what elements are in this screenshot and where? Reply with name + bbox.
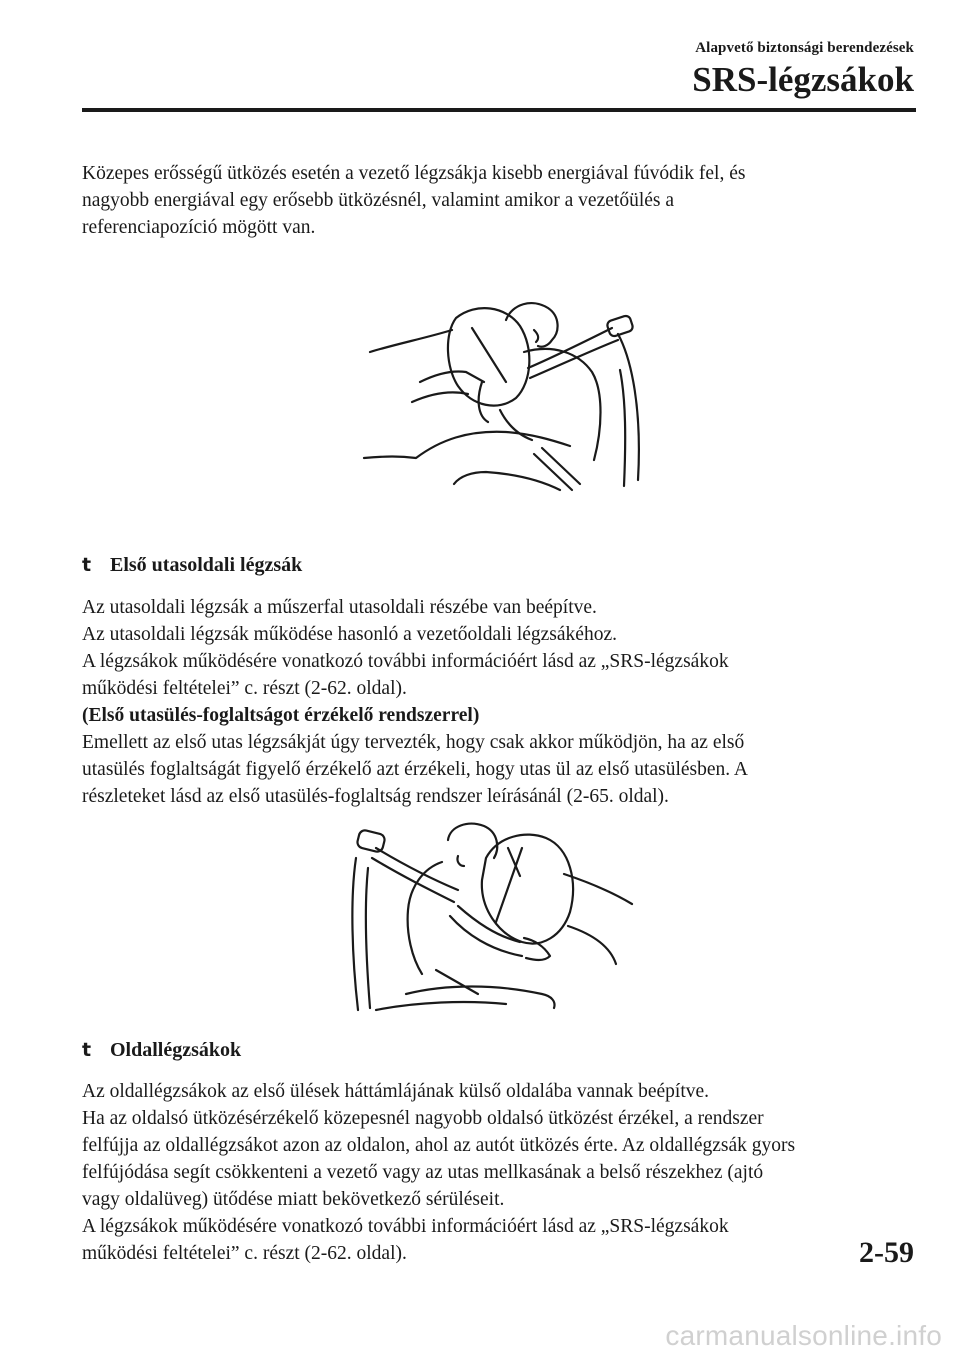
- bullet-icon: t: [82, 1039, 92, 1061]
- passenger-airbag-heading: [82, 552, 302, 579]
- side-line: Ha az oldalsó ütközésérzékelő közepesnél nagyobb oldalsó ütközést érzékel, a rendszer: [82, 1108, 764, 1129]
- side-airbag-heading: [82, 1037, 241, 1064]
- side-line: működési feltételei” c. részt (2-62. oldal).: [82, 1243, 407, 1264]
- passenger-line: részleteket lásd az első utasülés-foglaltság rendszer leírásánál (2-65. oldal).: [82, 786, 669, 807]
- passenger-airbag-illustration: [346, 818, 646, 1014]
- page-number: 2-59: [859, 1236, 914, 1269]
- side-paragraph: [82, 1078, 902, 1267]
- occupancy-subheading: (Első utasülés-foglaltságot érzékelő rendszerrel): [82, 705, 480, 726]
- passenger-paragraph: [82, 594, 902, 810]
- intro-paragraph: [82, 160, 902, 241]
- passenger-heading-text: Első utasoldali légzsák: [110, 554, 303, 576]
- page-title: SRS-légzsákok: [692, 60, 914, 99]
- side-line: Az oldallégzsákok az első ülések háttámlájának külső oldalába vannak beépítve.: [82, 1081, 710, 1102]
- header-divider: [82, 108, 916, 112]
- bullet-icon: t: [82, 554, 92, 576]
- intro-line: nagyobb energiával egy erősebb ütközésnél, valamint amikor a vezetőülés a: [82, 190, 675, 211]
- side-line: A légzsákok működésére vonatkozó további információért lásd az „SRS-légzsákok: [82, 1216, 729, 1237]
- driver-airbag-illustration: [356, 290, 646, 500]
- passenger-line: Az utasoldali légzsák a műszerfal utasoldali részébe van beépítve.: [82, 597, 597, 618]
- side-line: felfújja az oldallégzsákot azon az oldalon, ahol az autót ütközés érte. Az oldallégzsák gyors: [82, 1135, 796, 1156]
- passenger-line: Az utasoldali légzsák működése hasonló a vezetőoldali légzsákéhoz.: [82, 624, 617, 645]
- passenger-line: A légzsákok működésére vonatkozó további információért lásd az „SRS-légzsákok: [82, 651, 729, 672]
- side-line: felfújódása segít csökkenteni a vezető vagy az utas mellkasának a belső részekhez (ajtó: [82, 1162, 764, 1183]
- side-line: vagy oldalüveg) ütődése miatt bekövetkező sérüléseit.: [82, 1189, 505, 1210]
- passenger-line: működési feltételei” c. részt (2-62. oldal).: [82, 678, 407, 699]
- passenger-line: Emellett az első utas légzsákját úgy tervezték, hogy csak akkor működjön, ha az első: [82, 732, 745, 753]
- intro-line: Közepes erősségű ütközés esetén a vezető légzsákja kisebb energiával fúvódik fel, és: [82, 163, 746, 184]
- passenger-line: utasülés foglaltságát figyelő érzékelő azt érzékeli, hogy utas ül az első utasülésben. A: [82, 759, 749, 780]
- intro-line: referenciapozíció mögött van.: [82, 217, 316, 238]
- watermark-text: carmanualsonline.info: [665, 1320, 942, 1351]
- side-heading-text: Oldallégzsákok: [110, 1039, 242, 1061]
- header-section-label: Alapvető biztonsági berendezések: [695, 40, 914, 56]
